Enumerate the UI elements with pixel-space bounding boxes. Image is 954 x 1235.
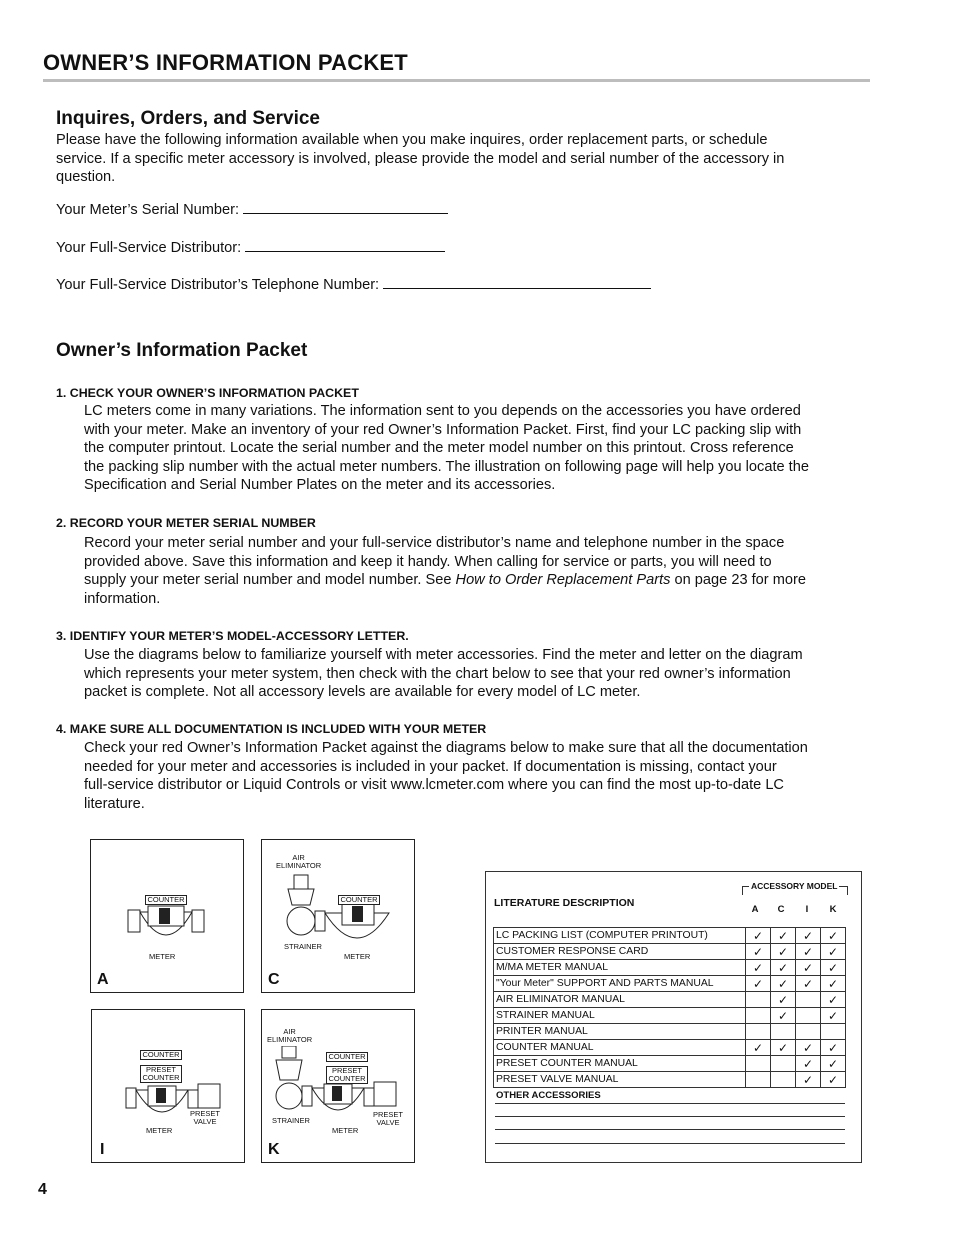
check-cell-i xyxy=(796,928,821,944)
checkmark-icon: ✓ xyxy=(752,928,764,943)
counter-label: COUNTER xyxy=(326,1052,368,1062)
checkmark-icon: ✓ xyxy=(827,976,839,991)
item-4-line: full-service distributor or Liquid Controls or visit www.lcmeter.com where you can find the most up-to-date LC xyxy=(84,777,784,794)
check-cell-a xyxy=(746,1008,771,1024)
check-cell-k xyxy=(821,1040,846,1056)
checkmark-icon: ✓ xyxy=(802,928,814,943)
order-parts-reference: How to Order Replacement Parts xyxy=(455,572,671,589)
check-cell-a xyxy=(746,976,771,992)
column-c: C xyxy=(777,904,785,915)
diagram-letter-k: K xyxy=(268,1141,280,1158)
air-label: AIR xyxy=(283,1027,296,1036)
preset-counter-label xyxy=(140,1065,182,1083)
checkmark-icon: ✓ xyxy=(777,944,789,959)
distributor-phone-blank[interactable] xyxy=(383,275,651,289)
check-cell-i xyxy=(796,960,821,976)
checkmark-icon: ✓ xyxy=(827,928,839,943)
title-divider xyxy=(43,79,870,82)
checkmark-icon: ✓ xyxy=(827,992,839,1007)
check-cell-c xyxy=(771,976,796,992)
page-number: 4 xyxy=(38,1181,47,1198)
serial-number-field[interactable] xyxy=(56,200,448,220)
checkmark-icon: ✓ xyxy=(802,1056,814,1071)
literature-title: LITERATURE DESCRIPTION xyxy=(494,897,635,909)
item-1-line: with your meter. Make an inventory of your red Owner’s Information Packet. First, find your LC packing slip with xyxy=(84,421,802,438)
item-2-line xyxy=(84,571,874,590)
strainer-label: STRAINER xyxy=(284,942,322,951)
item-1-line: the computer printout. Locate the serial number and the meter model number on this printout. Cross reference xyxy=(84,440,794,457)
check-cell-k xyxy=(821,1008,846,1024)
accessory-model-label: ACCESSORY MODEL xyxy=(751,881,838,891)
check-cell-k xyxy=(821,1024,846,1040)
checkmark-icon: ✓ xyxy=(802,944,814,959)
check-cell-a xyxy=(746,1040,771,1056)
item-3-title: 3. IDENTIFY YOUR METER’S MODEL-ACCESSORY LETTER. xyxy=(56,629,409,643)
checkmark-icon: ✓ xyxy=(802,960,814,975)
literature-name: STRAINER MANUAL xyxy=(494,1008,746,1024)
literature-row xyxy=(494,1040,846,1056)
preset-valve-label xyxy=(190,1110,220,1126)
check-cell-k xyxy=(821,928,846,944)
literature-row xyxy=(494,928,846,944)
counter-label: COUNTER xyxy=(145,895,187,905)
item-1-title: 1. CHECK YOUR OWNER’S INFORMATION PACKET xyxy=(56,386,359,400)
literature-name: "Your Meter" SUPPORT AND PARTS MANUAL xyxy=(494,976,746,992)
literature-row xyxy=(494,960,846,976)
checkmark-icon: ✓ xyxy=(777,928,789,943)
literature-name: PRINTER MANUAL xyxy=(494,1024,746,1040)
check-cell-i xyxy=(796,1024,821,1040)
check-cell-a xyxy=(746,1024,771,1040)
preset-label: PRESET xyxy=(373,1110,404,1119)
write-in-line[interactable] xyxy=(495,1143,845,1144)
literature-row xyxy=(494,1072,846,1088)
counter-label: COUNTER xyxy=(140,1050,182,1060)
literature-row xyxy=(494,976,846,992)
diagram-letter-c: C xyxy=(268,971,280,988)
checkmark-icon: ✓ xyxy=(752,976,764,991)
checkmark-icon: ✓ xyxy=(752,1040,764,1055)
preset-label: PRESET xyxy=(145,1065,176,1074)
check-cell-i xyxy=(796,1040,821,1056)
checkmark-icon: ✓ xyxy=(777,960,789,975)
meter-label: METER xyxy=(344,952,371,961)
air-eliminator-label xyxy=(276,854,321,870)
literature-name: LC PACKING LIST (COMPUTER PRINTOUT) xyxy=(494,928,746,944)
literature-row xyxy=(494,1008,846,1024)
checkmark-icon: ✓ xyxy=(777,1040,789,1055)
literature-row xyxy=(494,992,846,1008)
check-cell-k xyxy=(821,944,846,960)
check-cell-k xyxy=(821,1056,846,1072)
check-cell-c xyxy=(771,1056,796,1072)
check-cell-k xyxy=(821,992,846,1008)
air-label: AIR xyxy=(292,853,305,862)
inquiries-line: service. If a specific meter accessory is involved, please provide the model and serial number of the accessory in xyxy=(56,150,785,167)
item-2-text: on page 23 for more xyxy=(670,572,806,589)
write-in-line[interactable] xyxy=(495,1103,845,1104)
check-cell-a xyxy=(746,1056,771,1072)
preset-label: PRESET xyxy=(331,1066,362,1075)
eliminator-label: ELIMINATOR xyxy=(267,1035,313,1044)
check-cell-a xyxy=(746,960,771,976)
item-3-body xyxy=(84,646,874,702)
column-i: I xyxy=(805,904,809,915)
item-4-line: Check your red Owner’s Information Packet against the diagrams below to make sure that all the documentation xyxy=(84,740,808,756)
inquiries-line: Please have the following information available when you make inquires, order replacement parts, or schedule xyxy=(56,132,768,148)
check-cell-c xyxy=(771,944,796,960)
checkmark-icon: ✓ xyxy=(827,960,839,975)
check-cell-i xyxy=(796,976,821,992)
meter-label: METER xyxy=(149,952,176,961)
diagram-i xyxy=(91,1009,245,1163)
item-2-line: Record your meter serial number and your full-service distributor’s name and telephone number in the space xyxy=(84,535,785,551)
packet-heading: Owner’s Information Packet xyxy=(56,340,308,361)
diagram-c xyxy=(261,839,415,993)
meter-label: METER xyxy=(146,1126,173,1135)
check-cell-c xyxy=(771,1008,796,1024)
check-cell-c xyxy=(771,1072,796,1088)
checkmark-icon: ✓ xyxy=(777,1008,789,1023)
item-1-line: the packing slip number with the actual meter numbers. The illustration on following page will help you locate the xyxy=(84,458,809,475)
serial-number-blank[interactable] xyxy=(243,200,448,214)
write-in-line[interactable] xyxy=(495,1116,845,1117)
page-title: OWNER’S INFORMATION PACKET xyxy=(43,50,408,75)
check-cell-c xyxy=(771,928,796,944)
check-cell-a xyxy=(746,928,771,944)
counter-label: COUNTER xyxy=(338,895,380,905)
literature-row xyxy=(494,1056,846,1072)
checkmark-icon: ✓ xyxy=(802,1072,814,1087)
checkmark-icon: ✓ xyxy=(752,960,764,975)
check-cell-c xyxy=(771,992,796,1008)
distributor-blank[interactable] xyxy=(245,238,445,252)
checkmark-icon: ✓ xyxy=(777,992,789,1007)
column-a: A xyxy=(751,904,759,915)
literature-name: PRESET COUNTER MANUAL xyxy=(494,1056,746,1072)
inquiries-body xyxy=(56,131,856,187)
check-cell-c xyxy=(771,960,796,976)
inquiries-heading: Inquires, Orders, and Service xyxy=(56,108,320,129)
diagram-a xyxy=(90,839,244,993)
eliminator-label: ELIMINATOR xyxy=(276,861,322,870)
item-2-line: information. xyxy=(84,590,161,607)
check-cell-c xyxy=(771,1024,796,1040)
checkmark-icon: ✓ xyxy=(827,944,839,959)
literature-row xyxy=(494,1024,846,1040)
distributor-phone-label: Your Full-Service Distributor’s Telephone Number: xyxy=(56,277,380,293)
literature-name: PRESET VALVE MANUAL xyxy=(494,1072,746,1088)
checkmark-icon: ✓ xyxy=(827,1040,839,1055)
write-in-line[interactable] xyxy=(495,1129,845,1130)
diagram-letter-i: I xyxy=(100,1141,105,1158)
item-2-title: 2. RECORD YOUR METER SERIAL NUMBER xyxy=(56,516,316,530)
serial-number-label: Your Meter’s Serial Number: xyxy=(56,202,240,218)
checkmark-icon: ✓ xyxy=(777,976,789,991)
item-3-line: which represents your meter system, then check with the chart below to see that your red owner’s information xyxy=(84,665,791,682)
meter-label: METER xyxy=(332,1126,359,1135)
inquiries-line: question. xyxy=(56,169,116,186)
check-cell-c xyxy=(771,1040,796,1056)
other-accessories-label: OTHER ACCESSORIES xyxy=(496,1090,601,1101)
item-4-line: needed for your meter and accessories is included in your packet. If documentation is missing, contact your xyxy=(84,758,777,775)
item-2-text: supply your meter serial number and model number. See xyxy=(84,572,456,589)
item-2-body xyxy=(84,534,874,608)
item-3-line: packet is complete. Not all accessory levels are available for every model of LC meter. xyxy=(84,684,641,701)
distributor-phone-field[interactable] xyxy=(56,275,651,295)
checkmark-icon: ✓ xyxy=(752,944,764,959)
check-cell-i xyxy=(796,944,821,960)
checkmark-icon: ✓ xyxy=(827,1056,839,1071)
counter-label: COUNTER xyxy=(142,1073,180,1082)
check-cell-k xyxy=(821,1072,846,1088)
check-cell-a xyxy=(746,992,771,1008)
checkmark-icon: ✓ xyxy=(802,976,814,991)
checkmark-icon: ✓ xyxy=(827,1072,839,1087)
check-cell-i xyxy=(796,1072,821,1088)
preset-valve-label xyxy=(373,1111,403,1127)
literature-table xyxy=(493,927,846,1088)
valve-label: VALVE xyxy=(376,1118,400,1127)
diagram-letter-a: A xyxy=(97,971,109,988)
strainer-label: STRAINER xyxy=(272,1116,310,1125)
column-k: K xyxy=(829,904,837,915)
literature-name: CUSTOMER RESPONSE CARD xyxy=(494,944,746,960)
item-1-line: LC meters come in many variations. The information sent to you depends on the accessories you have ordered xyxy=(84,403,801,419)
item-1-body xyxy=(84,402,874,495)
counter-label: COUNTER xyxy=(328,1074,366,1083)
check-cell-i xyxy=(796,1008,821,1024)
meter-strainer-illustration xyxy=(282,873,402,953)
distributor-field[interactable] xyxy=(56,238,445,258)
item-1-line: Specification and Serial Number Plates on the meter and its accessories. xyxy=(84,477,556,494)
literature-name: M/MA METER MANUAL xyxy=(494,960,746,976)
literature-row xyxy=(494,944,846,960)
check-cell-a xyxy=(746,1072,771,1088)
air-eliminator-label xyxy=(267,1028,312,1044)
item-3-line: Use the diagrams below to familiarize yourself with meter accessories. Find the meter and letter on the diagram xyxy=(84,647,803,663)
item-2-line: provided above. Save this information and keep it handy. When calling for service or parts, you will need to xyxy=(84,553,772,570)
valve-label: VALVE xyxy=(193,1117,217,1126)
preset-label: PRESET xyxy=(190,1109,221,1118)
check-cell-i xyxy=(796,992,821,1008)
literature-name: COUNTER MANUAL xyxy=(494,1040,746,1056)
checkmark-icon: ✓ xyxy=(802,1040,814,1055)
item-4-title: 4. MAKE SURE ALL DOCUMENTATION IS INCLUDED WITH YOUR METER xyxy=(56,722,487,736)
literature-name: AIR ELIMINATOR MANUAL xyxy=(494,992,746,1008)
check-cell-i xyxy=(796,1056,821,1072)
check-cell-k xyxy=(821,976,846,992)
check-cell-a xyxy=(746,944,771,960)
item-4-body xyxy=(84,739,874,813)
diagram-k xyxy=(261,1009,415,1163)
check-cell-k xyxy=(821,960,846,976)
model-columns xyxy=(742,904,846,915)
checkmark-icon: ✓ xyxy=(827,1008,839,1023)
distributor-label: Your Full-Service Distributor: xyxy=(56,240,242,256)
item-4-line: literature. xyxy=(84,795,145,812)
